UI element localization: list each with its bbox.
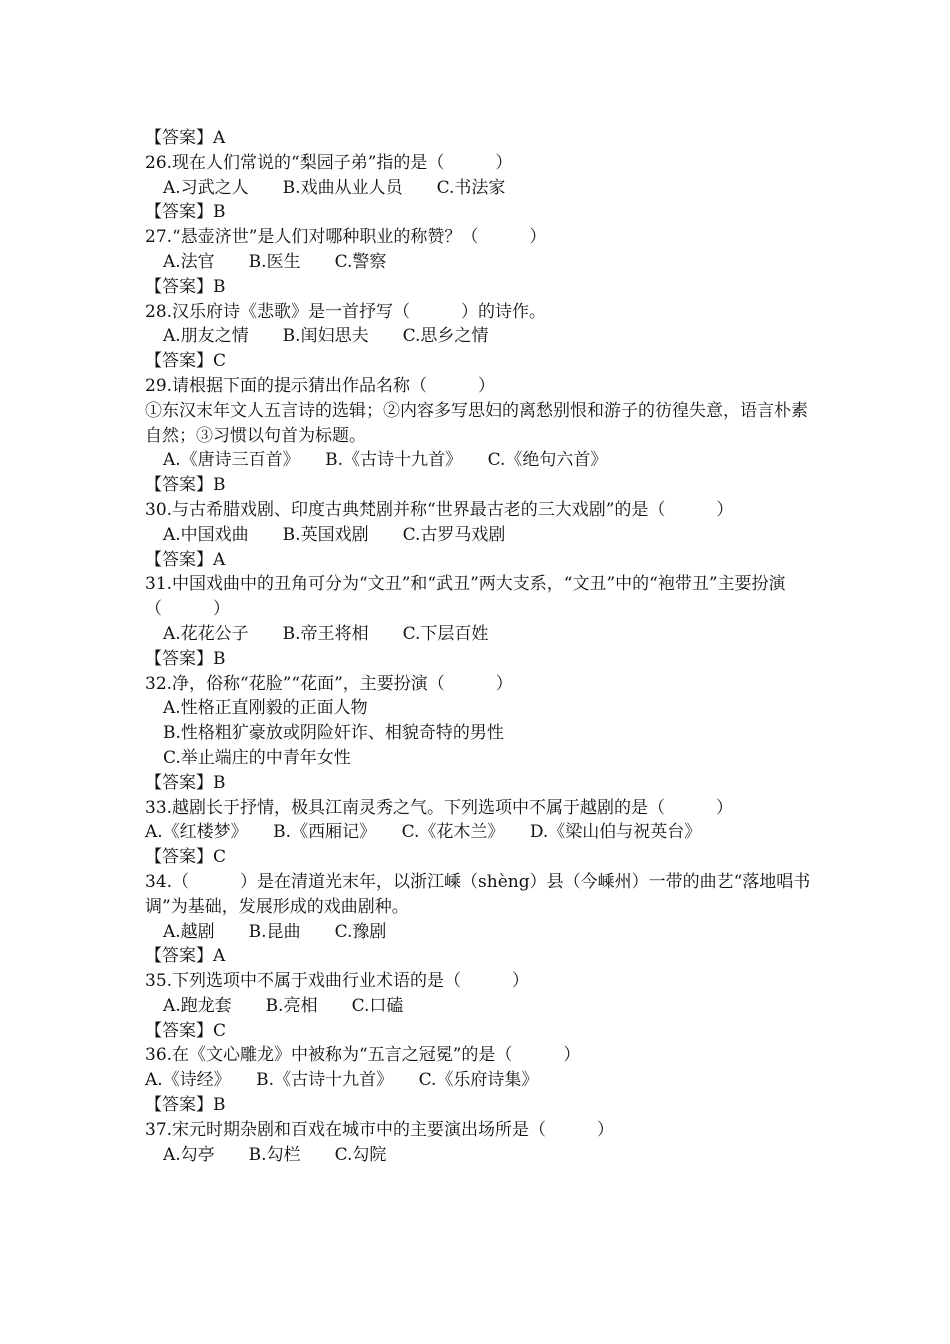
options-line: A.中国戏曲 B.英国戏剧 C.古罗马戏剧 [163,524,506,545]
question-line: 26.现在人们常说的“梨园子弟”指的是（ ） [145,152,513,173]
answer-line: 【答案】B [145,276,226,297]
options-line: A.跑龙套 B.亮相 C.口磕 [163,995,404,1016]
question-line: 32.净，俗称“花脸”“花面”，主要扮演（ ） [145,673,513,694]
options-line: A.《红楼梦》 B.《西厢记》 C.《花木兰》 D.《梁山伯与祝英台》 [145,822,702,843]
question-line: 33.越剧长于抒情，极具江南灵秀之气。下列选项中不属于越剧的是（ ） [145,797,734,818]
question-line: 30.与古希腊戏剧、印度古典梵剧并称“世界最古老的三大戏剧”的是（ ） [145,499,734,520]
question-line: 27.“悬壶济世”是人们对哪种职业的称赞？（ ） [145,227,547,248]
option-a-line: A.性格正直刚毅的正面人物 [163,698,368,719]
answer-line: 【答案】C [145,351,227,372]
answer-line: 【答案】C [145,847,227,868]
question-line: 36.在《文心雕龙》中被称为“五言之冠冕”的是（ ） [145,1045,581,1066]
options-line: A.勾亭 B.勾栏 C.勾院 [163,1144,387,1165]
answer-line: 【答案】B [145,648,226,669]
options-line: A.法官 B.医生 C.警察 [163,251,387,272]
question-line: 34.（ ）是在清道光末年，以浙江嵊（shèng）县（今嵊州）一带的曲艺“落地唱书调”为基础，发展形成的戏曲剧种。 [145,871,811,917]
answer-line: 【答案】A [145,549,226,570]
question-line: 35.下列选项中不属于戏曲行业术语的是（ ） [145,971,530,992]
options-line: A.《诗经》 B.《古诗十九首》 C.《乐府诗集》 [145,1070,539,1091]
answer-line: 【答案】A [145,128,226,148]
document-body [145,126,815,1167]
answer-line: 【答案】A [145,946,226,967]
answer-line: 【答案】B [145,1095,226,1116]
question-hint-paragraph: ①东汉末年文人五言诗的选辑；②内容多写思妇的离愁别恨和游子的彷徨失意，语言朴素自然；③习惯以句首为标题。 [145,400,808,446]
option-c-line: C.举止端庄的中青年女性 [163,747,351,768]
option-b-line: B.性格粗犷豪放或阴险奸诈、相貌奇特的男性 [163,723,504,744]
options-line: A.《唐诗三百首》 B.《古诗十九首》 C.《绝句六首》 [163,450,608,471]
question-line: 31.中国戏曲中的丑角可分为“文丑”和“武丑”两大支系，“文丑”中的“袍带丑”主要扮演（ ） [145,574,786,620]
options-line: A.越剧 B.昆曲 C.豫剧 [163,921,387,942]
options-line: A.花花公子 B.帝王将相 C.下层百姓 [163,623,489,644]
answer-line: 【答案】B [145,772,226,793]
question-line: 37.宋元时期杂剧和百戏在城市中的主要演出场所是（ ） [145,1119,615,1140]
question-line: 29.请根据下面的提示猜出作品名称（ ） [145,375,496,396]
answer-line: 【答案】B [145,202,226,223]
options-line: A.习武之人 B.戏曲从业人员 C.书法家 [163,177,506,198]
answer-line: 【答案】C [145,1020,227,1041]
question-line: 28.汉乐府诗《悲歌》是一首抒写（ ）的诗作。 [145,301,547,322]
answer-line: 【答案】B [145,475,226,496]
options-line: A.朋友之情 B.闺妇思夫 C.思乡之情 [163,326,489,347]
